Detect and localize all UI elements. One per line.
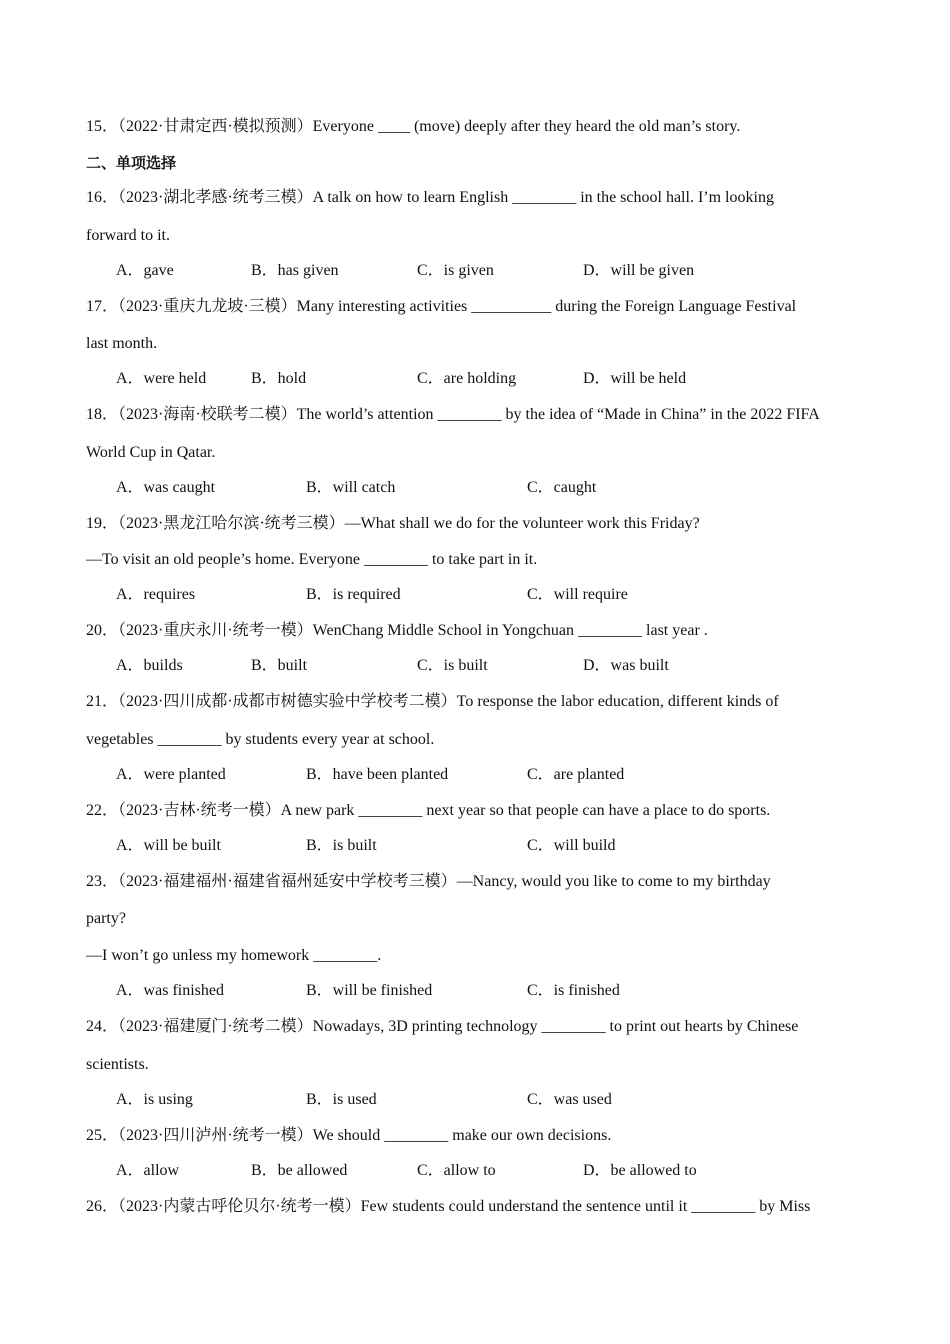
question-23-text: 23．（2023·福建福州·福建省福州延安中学校考三模）—Nancy, would you like to come to my birthday [86,873,771,890]
question-19-text-cont: —To visit an old people’s home. Everyone ________ to take part in it. [86,551,538,568]
question-19-option-a: A．requires [116,586,196,603]
question-25-option-b: B．be allowed [251,1162,348,1179]
question-18-option-b: B．will catch [306,479,396,496]
question-21-option-a: A．were planted [116,766,226,783]
question-19-option-b: B．is required [306,586,401,603]
question-25-text: 25．（2023·四川泸州·统考一模）We should ________ make our own decisions. [86,1127,612,1144]
question-26-text: 26．（2023·内蒙古呼伦贝尔·统考一模）Few students could understand the sentence until it ________ by Miss [86,1198,811,1215]
question-22-text: 22．（2023·吉林·统考一模）A new park ________ next year so that people can have a place to do sports. [86,802,771,819]
question-18-option-c: C．caught [527,479,597,496]
question-20-option-b: B．built [251,657,308,674]
question-20-option-c: C．is built [417,657,488,674]
question-24-option-c: C．was used [527,1091,612,1108]
question-17-option-c: C．are holding [417,370,517,387]
question-16-option-c: C．is given [417,262,494,279]
question-23-option-b: B．will be finished [306,982,433,999]
question-25-option-c: C．allow to [417,1162,496,1179]
question-17-option-a: A．were held [116,370,207,387]
question-23-option-c: C．is finished [527,982,620,999]
question-16-option-d: D．will be given [583,262,695,279]
question-24-text-cont: scientists. [86,1056,149,1073]
question-21-option-b: B．have been planted [306,766,449,783]
question-19-text: 19．（2023·黑龙江哈尔滨·统考三模）—What shall we do for the volunteer work this Friday? [86,515,700,532]
question-23-option-a: A．was finished [116,982,224,999]
question-17-option-d: D．will be held [583,370,687,387]
question-23-text-cont: party? [86,910,126,927]
question-17-text: 17．（2023·重庆九龙坡·三模）Many interesting activities __________ during the Foreign Language Festival [86,298,797,315]
question-22-option-b: B．is built [306,837,377,854]
question-24-text: 24．（2023·福建厦门·统考二模）Nowadays, 3D printing technology ________ to print out hearts by Chinese [86,1018,799,1035]
question-20-text: 20．（2023·重庆永川·统考一模）WenChang Middle School in Yongchuan ________ last year . [86,622,708,639]
question-16-text-cont: forward to it. [86,227,170,244]
question-18-text: 18．（2023·海南·校联考二模）The world’s attention ________ by the idea of “Made in China” in the 2022 FIFA [86,406,820,423]
question-22-option-a: A．will be built [116,837,221,854]
question-19-option-c: C．will require [527,586,628,603]
question-16-text: 16．（2023·湖北孝感·统考三模）A talk on how to learn English ________ in the school hall. I’m looking [86,189,774,206]
question-18-option-a: A．was caught [116,479,216,496]
question-17-text-cont: last month. [86,335,158,352]
question-25-option-a: A．allow [116,1162,180,1179]
question-24-option-a: A．is using [116,1091,193,1108]
section-heading: 二、单项选择 [86,154,177,172]
question-21-option-c: C．are planted [527,766,625,783]
question-21-text-cont: vegetables ________ by students every year at school. [86,731,435,748]
question-23-text-reply: —I won’t go unless my homework ________. [86,947,382,964]
question-25-option-d: D．be allowed to [583,1162,697,1179]
question-20-option-a: A．builds [116,657,183,674]
question-15-text: 15．（2022·甘肃定西·模拟预测）Everyone ____ (move) deeply after they heard the old man’s story. [86,118,741,135]
question-20-option-d: D．was built [583,657,669,674]
question-22-option-c: C．will build [527,837,616,854]
question-16-option-a: A．gave [116,262,174,279]
question-16-option-b: B．has given [251,262,339,279]
question-24-option-b: B．is used [306,1091,377,1108]
question-21-text: 21．（2023·四川成都·成都市树德实验中学校考二模）To response the labor education, different kinds of [86,693,779,710]
question-18-text-cont: World Cup in Qatar. [86,444,216,461]
question-17-option-b: B．hold [251,370,307,387]
